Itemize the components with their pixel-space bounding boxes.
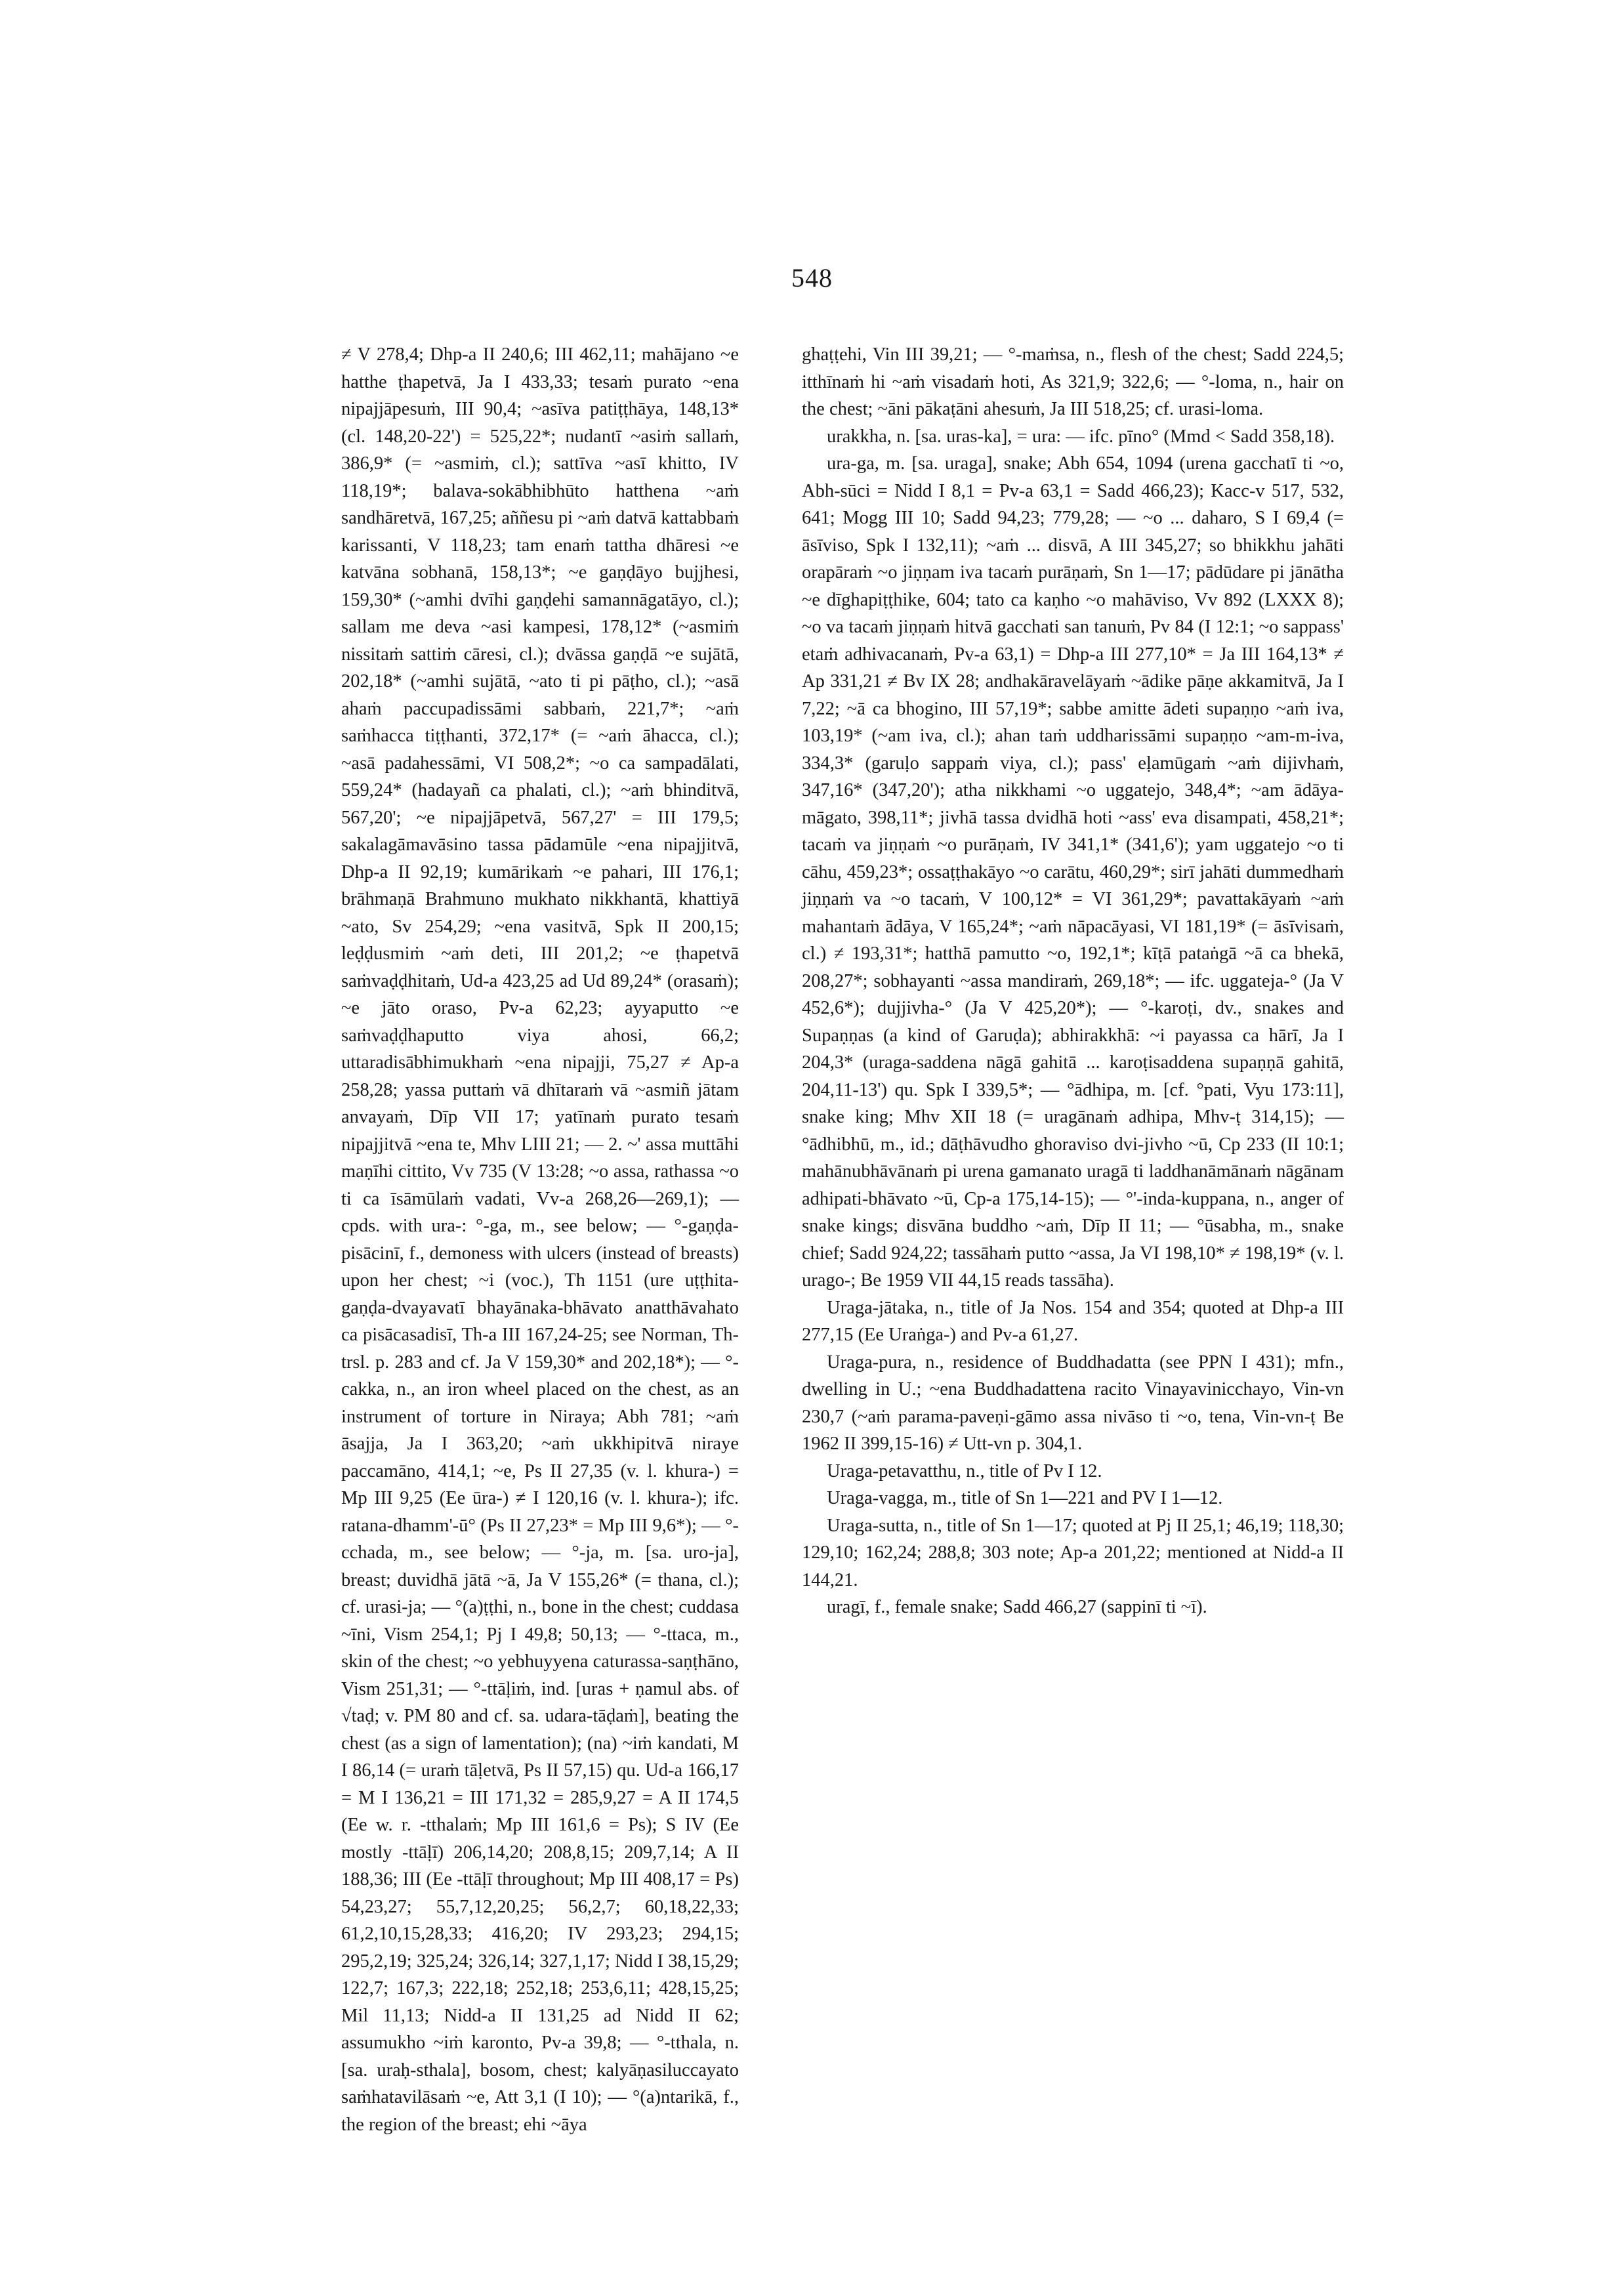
left-column: [341, 341, 739, 2138]
right-column: [802, 341, 1344, 1621]
entry-text: ghaṭṭehi, Vin III 39,21; — °-maṁsa, n., flesh of the chest; Sadd 224,5; itthīnaṁ hi ~aṁ visadaṁ hoti, As 321,9; 322,6; — °-loma, n., hair on the chest; ~āni pākaṭāni ahesuṁ, Ja III 518,25; cf. urasi-loma.: [802, 344, 1344, 419]
entry-text: Uraga-pura, n., residence of Buddhadatta (see PPN I 431); mfn., dwelling in U.; ~ena Buddhadattena racito Vinayavinicchayo, Vin-vn 230,7 (~aṁ parama-paveṇi-gāmo assa nivāso ti ~o, tena, Vin-vn-ṭ Be 1962 II 399,15-16) ≠ Utt-vn p. 304,1.: [802, 1352, 1344, 1454]
entry-text: urakkha, n. [sa. uras-ka], = ura: — ifc. pīno° (Mmd < Sadd 358,18).: [827, 426, 1335, 447]
entry-text: Uraga-jātaka, n., title of Ja Nos. 154 and 354; quoted at Dhp-a III 277,15 (Ee Uraṅga-) and Pv-a 61,27.: [802, 1297, 1344, 1345]
page-number: 548: [791, 263, 833, 293]
entry-text: ura-ga, m. [sa. uraga], snake; Abh 654, 1094 (urena gacchatī ti ~o, Abh-sūci = Nidd I 8,1 = Pv-a 63,1 = Sadd 466,23); Kacc-v 517, 532, 641; Mogg III 10; Sadd 94,23; 779,28; — ~o ... daharo, S I 69,4 (= āsīviso, Spk I 132,11); ~aṁ ... disvā, A III 345,27; so bhikkhu jahāti orapāraṁ ~o jiṇṇam iva tacaṁ purāṇaṁ, Sn 1—17; pādūdare pi jānātha ~e dīghapiṭṭhike, 604; tato ca kaṇho ~o mahāviso, Vv 892 (LXXX 8); ~o va tacaṁ jiṇṇaṁ hitvā gacchati san tanuṁ, Pv 84 (I 12:1; ~o sappass' etaṁ adhivacanaṁ, Pv-a 63,1) = Dhp-a III 277,10* = Ja III 164,13* ≠ Ap 331,21 ≠ Bv IX 28; andhakāravelāyaṁ ~ādike pāṇe akkamitvā, Ja I 7,22; ~ā ca bhogino, III 57,19*; sabbe amitte ādeti supaṇṇo ~aṁ iva, 103,19* (~am iva, cl.); ahan taṁ uddharissāmi supaṇṇo ~am-m-iva, 334,3* (garuḷo sappaṁ viya, cl.); pass' eḷamūgaṁ ~aṁ dijivhaṁ, 347,16* (347,20'); atha nikkhami ~o uggatejo, 348,4*; ~am ādāya-māgato, 398,11*; jivhā tassa dvidhā hoti ~ass' eva disampati, 458,21*; tacaṁ va jiṇṇaṁ ~o purāṇaṁ, IV 341,1* (341,6'); yam uggatejo ~o ti cāhu, 459,23*; ossaṭṭhakāyo ~o carātu, 460,29*; sirī jahāti dummedhaṁ jiṇṇaṁ va ~o tacaṁ, V 100,12* = VI 361,29*; pavattakāyaṁ ~aṁ mahantaṁ ādāya, V 165,24*; ~aṁ nāpacāyasi, VI 181,19* (= āsīvisaṁ, cl.) ≠ 193,31*; hatthā pamutto ~o, 192,1*; kīṭā pataṅgā ~ā ca bhekā, 208,27*; sobhayanti ~assa mandiraṁ, 269,18*; — ifc. uggateja-° (Ja V 452,6*); dujjivha-° (Ja V 425,20*); — °-karoṭi, dv., snakes and Supaṇṇas (a kind of Garuḍa); abhirakkhā: ~i payassa ca hārī, Ja I 204,3* (uraga-saddena nāgā gahitā ... karoṭisaddena supaṇṇā gahitā, 204,11-13') qu. Spk I 339,5*; — °ādhipa, m. [cf. °pati, Vyu 173:11], snake king; Mhv XII 18 (= uragānaṁ adhipa, Mhv-ṭ 314,15); — °ādhibhū, m., id.; dāṭhāvudho ghoraviso dvi-jivho ~ū, Cp 233 (II 10:1; mahānubhāvānaṁ pi urena gamanato uragā ti laddhanāmānaṁ nāgānam adhipati-bhāvato ~ū, Cp-a 175,14-15); — °'-inda-kuppana, n., anger of snake kings; disvāna buddho ~aṁ, Dīp II 11; — °ūsabha, m., snake chief; Sadd 924,22; tassāhaṁ putto ~assa, Ja VI 198,10* ≠ 198,19* (v. l. urago-; Be 1959 VII 44,15 reads tassāha).: [802, 453, 1344, 1291]
entry-text: ≠ V 278,4; Dhp-a II 240,6; III 462,11; mahājano ~e hatthe ṭhapetvā, Ja I 433,33; tesaṁ purato ~ena nipajjāpesuṁ, III 90,4; ~asīva patiṭṭhāya, 148,13* (cl. 148,20-22') = 525,22*; nudantī ~asiṁ sallaṁ, 386,9* (= ~asmiṁ, cl.); sattīva ~asī khitto, IV 118,19*; balava-sokābhibhūto hatthena ~aṁ sandhāretvā, 167,25; aññesu pi ~aṁ datvā kattabbaṁ karissanti, V 118,23; tam enaṁ tattha dhāresi ~e katvāna sobhanā, 158,13*; ~e gaṇḍāyo bujjhesi, 159,30* (~amhi dvīhi gaṇḍehi samannāgatāyo, cl.); sallam me deva ~asi kampesi, 178,12* (~asmiṁ nissitaṁ sattiṁ cāresi, cl.); dvāssa gaṇḍā ~e sujātā, 202,18* (~amhi sujātā, ~ato ti pi pāṭho, cl.); ~asā ahaṁ paccupadissāmi sabbaṁ, 221,7*; ~aṁ saṁhacca tiṭṭhanti, 372,17* (= ~aṁ āhacca, cl.); ~asā padahessāmi, VI 508,2*; ~o ca sampadālati, 559,24* (hadayañ ca phalati, cl.); ~aṁ bhinditvā, 567,20'; ~e nipajjāpetvā, 567,27' = III 179,5; sakalagāmavāsino tassa pādamūle ~ena nipajjitvā, Dhp-a II 92,19; kumārikaṁ ~e pahari, III 176,1; brāhmaṇā Brahmuno mukhato nikkhantā, khattiyā ~ato, Sv 254,29; ~ena vasitvā, Spk II 200,15; leḍḍusmiṁ ~aṁ deti, III 201,2; ~e ṭhapetvā saṁvaḍḍhitaṁ, Ud-a 423,25 ad Ud 89,24* (orasaṁ); ~e jāto oraso, Pv-a 62,23; ayyaputto ~e saṁvaḍḍhaputto viya ahosi, 66,2; uttaradisābhimukhaṁ ~ena nipajji, 75,27 ≠ Ap-a 258,28; yassa puttaṁ vā dhītaraṁ vā ~asmiñ jātam anvayaṁ, Dīp VII 17; yatīnaṁ purato tesaṁ nipajjitvā ~ena te, Mhv LIII 21; — 2. ~' assa muttāhi maṇīhi cittito, Vv 735 (V 13:28; ~o assa, rathassa ~o ti ca īsāmūlaṁ vadati, Vv-a 268,26—269,1); — cpds. with ura-: °-ga, m., see below; — °-gaṇḍa-pisācinī, f., demoness with ulcers (instead of breasts) upon her chest; ~i (voc.), Th 1151 (ure uṭṭhita-gaṇḍa-dvayavatī bhayānaka-bhāvato anatthāvahato ca pisācasadisī, Th-a III 167,24-25; see Norman, Th-trsl. p. 283 and cf. Ja V 159,30* and 202,18*); — °-cakka, n., an iron wheel placed on the chest, as an instrument of torture in Niraya; Abh 781; ~aṁ āsajja, Ja I 363,20; ~aṁ ukkhipitvā niraye paccamāno, 414,1; ~e, Ps II 27,35 (v. l. khura-) = Mp III 9,25 (Ee ūra-) ≠ I 120,16 (v. l. khura-); ifc. ratana-dhamm'-ū° (Ps II 27,23* = Mp III 9,6*); — °-cchada, m., see below; — °-ja, m. [sa. uro-ja], breast; duvidhā jātā ~ā, Ja V 155,26* (= thana, cl.); cf. urasi-ja; — °(a)ṭṭhi, n., bone in the chest; cuddasa ~īni, Vism 254,1; Pj I 49,8; 50,13; — °-ttaca, m., skin of the chest; ~o yebhuyyena caturassa-saṇṭhāno, Vism 251,31; — °-ttāḷiṁ, ind. [uras + ṇamul abs. of √taḍ; v. PM 80 and cf. sa. udara-tāḍaṁ], beating the chest (as a sign of lamentation); (na) ~iṁ kandati, M I 86,14 (= uraṁ tāḷetvā, Ps II 57,15) qu. Ud-a 166,17 = M I 136,21 = III 171,32 = 285,9,27 = A II 174,5 (Ee w. r. -tthalaṁ; Mp III 161,6 = Ps); S IV (Ee mostly -ttāḷī) 206,14,20; 208,8,15; 209,7,14; A II 188,36; III (Ee -ttāḷī throughout; Mp III 408,17 = Ps) 54,23,27; 55,7,12,20,25; 56,2,7; 60,18,22,33; 61,2,10,15,28,33; 416,20; IV 293,23; 294,15; 295,2,19; 325,24; 326,14; 327,1,17; Nidd I 38,15,29; 122,7; 167,3; 222,18; 252,18; 253,6,11; 428,15,25; Mil 11,13; Nidd-a II 131,25 ad Nidd II 62; assumukho ~iṁ karonto, Pv-a 39,8; — °-tthala, n. [sa. uraḥ-sthala], bosom, chest; kalyāṇasiluccayato saṁhatavilāsaṁ ~e, Att 3,1 (I 10); — °(a)ntarikā, f., the region of the breast; ehi ~āya: [341, 344, 739, 2135]
entry-text: Uraga-petavatthu, n., title of Pv I 12.: [827, 1460, 1102, 1481]
entry-text: Uraga-vagga, m., title of Sn 1—221 and PV I 1—12.: [827, 1488, 1223, 1508]
entry-text: Uraga-sutta, n., title of Sn 1—17; quoted at Pj II 25,1; 46,19; 118,30; 129,10; 162,24; 288,8; 303 note; Ap-a 201,22; mentioned at Nidd-a II 144,21.: [802, 1515, 1344, 1590]
entry-text: uragī, f., female snake; Sadd 466,27 (sappinī ti ~ī).: [827, 1597, 1207, 1617]
